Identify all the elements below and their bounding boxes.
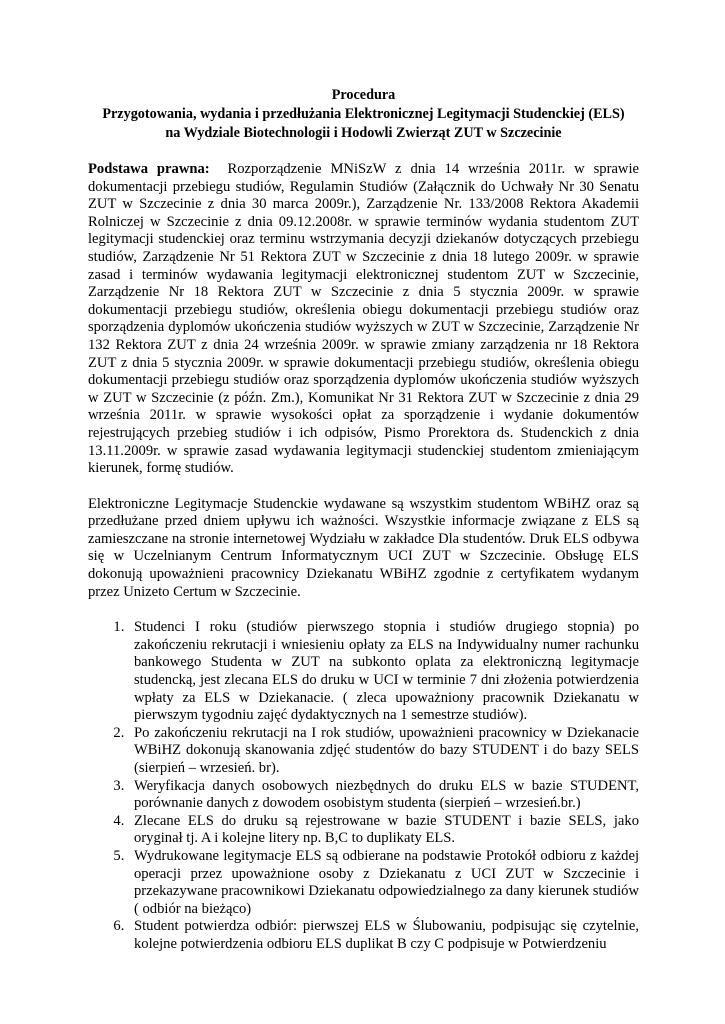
procedure-step-2: 2. Po zakończeniu rekrutacji na I rok studiów, upoważnieni pracownicy w Dziekanacie WBiHZ dokonują skanowania zdjęć studentów do bazy STUDENT i do bazy SELS (sierpień – wrzesień. br). <box>128 725 639 778</box>
heading-line-3: na Wydziale Biotechnologii i Hodowli Zwierząt ZUT w Szczecinie <box>165 125 562 141</box>
document-page <box>88 86 639 954</box>
legal-basis-label: Podstawa prawna: <box>88 161 210 177</box>
procedure-step-3: 3. Weryfikacja danych osobowych niezbędnych do druku ELS w bazie STUDENT, porównanie danych z dowodem osobistym studenta (sierpień – wrzesień.br.) <box>128 778 639 813</box>
document-heading <box>88 86 639 143</box>
procedure-step-1: 1. Studenci I roku (studiów pierwszego stopnia i studiów drugiego stopnia) po zakończeniu rekrutacji i wniesieniu opłaty za ELS na Indywidualny numer rachunku bankowego Studenta w ZUT na subkonto oplata za elektroniczną legitymacje studencką, jest zlecana ELS do druku w UCI w terminie 7 dni złożenia potwierdzenia wpłaty za ELS w Dziekanacie. ( zleca upoważniony pracownik Dziekanatu w pierwszym tygodniu zajęć dydaktycznych na 1 semestrze studiów). <box>128 619 639 725</box>
legal-basis-paragraph <box>88 161 639 478</box>
heading-line-1: Procedura <box>331 87 396 103</box>
heading-line-2: Przygotowania, wydania i przedłużania Elektronicznej Legitymacji Studenckiej (ELS) <box>102 106 625 122</box>
procedure-step-5: 5. Wydrukowane legitymacje ELS są odbierane na podstawie Protokół odbioru z każdej operacji przez upoważnione osoby z Dziekanatu z UCI ZUT w Szczecinie i przekazywane pracownikowi Dziekanatu odpowiedzialnego za dany kierunek studiów ( odbiór na bieżąco) <box>128 848 639 918</box>
procedure-step-4: 4. Zlecane ELS do druku są rejestrowane w bazie STUDENT i bazie SELS, jako oryginał tj. A i kolejne litery np. B,C to duplikaty ELS. <box>128 813 639 848</box>
procedure-steps-list <box>88 619 639 953</box>
procedure-step-6: 6. Student potwierdza odbiór: pierwszej ELS w Ślubowaniu, podpisując się czytelnie, kolejne potwierdzenia odbioru ELS duplikat B czy C podpisuje w Potwierdzeniu <box>128 918 639 953</box>
intro-paragraph: Elektroniczne Legitymacje Studenckie wydawane są wszystkim studentom WBiHZ oraz są przedłużane przed dniem upływu ich ważności. Wszystkie informacje związane z ELS są zamieszczane na stronie internetowej Wydziału w zakładce Dla studentów. Druk ELS odbywa się w Uczelnianym Centrum Informatycznym UCI ZUT w Szczecinie. Obsługę ELS dokonują upoważnieni pracownicy Dziekanatu WBiHZ zgodnie z certyfikatem wydanym przez Unizeto Certum w Szczecinie. <box>88 495 639 600</box>
legal-basis-text: Rozporządzenie MNiSzW z dnia 14 września 2011r. w sprawie dokumentacji przebiegu studiów, Regulamin Studiów (Załącznik do Uchwały Nr 30 Senatu ZUT w Szczecinie z dnia 30 marca 2009r.), Zarządzenie Nr. 133/2008 Rektora Akademii Rolniczej w Szczecinie z dnia 09.12.2008r. w sprawie terminów wydania studentom ZUT legitymacji studenckiej oraz terminu wstrzymania decyzji dziekanów dotyczących przebiegu studiów, Zarządzenie Nr 51 Rektora ZUT w Szczecinie z dnia 18 lutego 2009r. w sprawie zasad i terminów wydawania legitymacji elektronicznej studentom ZUT w Szczecinie, Zarządzenie Nr 18 Rektora ZUT w Szczecinie z dnia 5 stycznia 2009r. w sprawie dokumentacji przebiegu studiów, określenia obiegu dokumentacji przebiegu studiów oraz sporządzenia dyplomów ukończenia studiów wyższych w ZUT w Szczecinie, Zarządzenie Nr 132 Rektora ZUT z dnia 24 września 2009r. w sprawie zmiany zarządzenia nr 18 Rektora ZUT z dnia 5 stycznia 2009r. w sprawie dokumentacji przebiegu studiów, określenia obiegu dokumentacji przebiegu studiów oraz sporządzenia dyplomów ukończenia studiów wyższych w ZUT w Szczecinie (z późn. Zm.), Komunikat Nr 31 Rektora ZUT w Szczecinie z dnia 29 września 2011r. w sprawie wysokości opłat za sporządzenie i wydanie dokumentów rejestrujących przebieg studiów i ich odpisów, Pismo Prorektora ds. Studenckich z dnia 13.11.2009r. w sprawie zasad wydawania legitymacji studenckiej studentom zmieniającym kierunek, formę studiów. <box>88 161 639 477</box>
